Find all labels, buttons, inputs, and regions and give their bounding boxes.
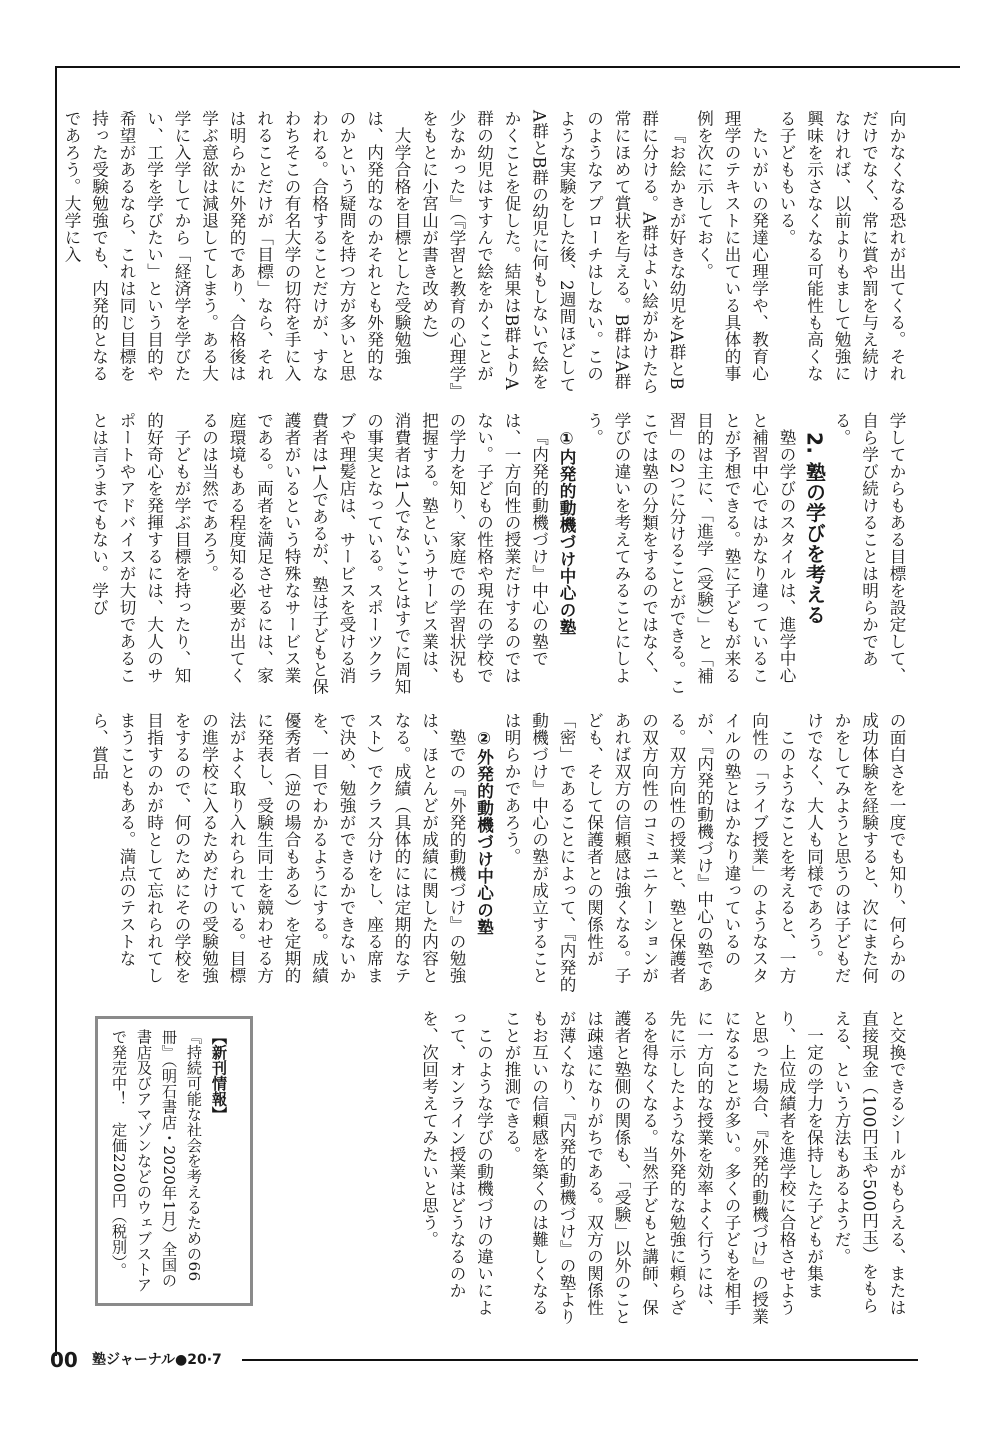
page-footer	[50, 1348, 920, 1372]
subsection-heading: ②外発的動機づけ中心の塾	[474, 728, 494, 935]
frame-top-rule	[55, 66, 960, 68]
text-tier-4	[350, 1010, 910, 1328]
paragraph: 『お絵かきが好きな幼児をA群とB群に分ける。A群はよい絵がかけたら常にほめて賞状を与える。B群はA群のようなアプローチはしない。このような実験をした後、2週間ほどしてA群とB群の幼児に何もしないで絵をかくことを促した。結果はB群よりA群の幼児はすすんで絵をかくことが少なかった』（『学習と教育の心理学』をもとに小宮山が書き改めた）	[419, 110, 686, 395]
paragraph: このようなことを考えると、一方向性の「ライブ授業」のようなスタイルの塾とはかなり違っているのが、『内発的動機づけ』中心の塾である。双方向性の授業と、塾と保護者の双方向性のコミュニケーションがあれば双方の信頼感は強くなる。子ども、そして保護者との関係性が「密」であることによって、『内発的動機づけ』中心の塾が成立することは明らかであろう。	[502, 712, 796, 993]
paragraph: 学してからもある目標を設定して、自ら学び続けることは明らかである。	[832, 412, 906, 684]
paragraph: 『内発的動機づけ』中心の塾では、一方向性の授業だけするのではない。子どもの性格や現在の学校での学力を知り、家庭での学習状況も把握する。塾というサービス業は、消費者は1人でないことはすでに周知の事実となっている。スポーツクラブや理髪店は、サービスを受ける消費者は1人であるが、塾は子どもと保護者がいるという特殊なサービス業である。両者を満足させるには、家庭環境もある程度知る必要が出てくるのは当然であろう。	[199, 412, 549, 695]
section-heading: 2. 塾の学びを考える	[802, 432, 827, 625]
paragraph: 大学合格を目標とした受験勉強は、内発的なのかそれとも外発的なのかという疑問を持つ方が多いと思われる。合格することだけが、すなわちそこの有名大学の切符を手に入れることだけが「目標」なら、それは明らかに外発的であり、合格後は学ぶ意欲は減退してしまう。ある大学に入学してから「経済学を学びたい、工学を学びたい」という目的や希望があるなら、これは同じ目標を持った受験勉強でも、内発的となるであろう。大学に入	[62, 110, 411, 382]
paragraph: 向かなくなる恐れが出てくる。それだけでなく、常に賞や罰を与え続けなければ、以前よりもまして勉強に興味を示さなくなる可能性も高くなる子どももいる。	[777, 110, 906, 382]
paragraph: 一定の学力を保持した子どもが集まり、上位成績者を進学校に合格させようと思った場合、『外発的動機づけ』の授業になることが多い。多くの子どもを相手に一方向的な授業を効率よく行うには、先に示したような外発的な勉強に頼らざるを得なくなる。当然子どもと講師、保護者と塾側の関係も、「受験」以外のことは疎遠になりがちである。双方の関係性が薄くなり、『内発的動機づけ』の塾よりもお互いの信頼感を築くのは難しくなることが推測できる。	[502, 1010, 824, 1325]
paragraph: たいがいの発達心理学や、教育心理学のテキストに出ている具体的事例を次に示しておく。	[694, 110, 769, 382]
text-tier-1	[62, 110, 910, 395]
paragraph: 塾の学びのスタイルは、進学中心と補習中心ではかなり違っていることが予想できる。塾に子どもが来る目的は主に、「進学（受験）」と「補習」の2つに分けることができる。ここでは塾の分類をするのではなく、学びの違いを考えてみることにしよう。	[584, 412, 796, 695]
notice-content	[106, 1029, 231, 1293]
paragraph: 塾での『外発的動機づけ』の勉強は、ほとんどが成績に関した内容となる。成績（具体的には定期的なテスト）でクラス分けをし、座る席まで決め、勉強ができるかできないかを、一目でわかるようにする。成績優秀者（逆の場合もある）を定期的に発表し、受験生同士を競わせる方法がよく取り入れられている。目標の進学校に入るためだけの受験勉強をするので、何のためにその学校を目指すのかが時として忘れられてしまうこともある。満点のテストなら、賞品	[89, 712, 466, 984]
text-tier-2	[90, 412, 910, 697]
paragraph: と交換できるシールがもらえる、または直接現金（100円玉や500円玉）をもらえる、という方法もあるようだ。	[832, 1010, 906, 1316]
page-number: 00	[50, 1348, 78, 1372]
text-tier-3	[90, 712, 910, 997]
new-book-notice-box	[95, 1016, 253, 1306]
paragraph: の面白さを一度でも知り、何らかの成功体験を経験すると、次にまた何かをしてみようと思うのは子どもだけでなく、大人も同様であろう。	[804, 712, 906, 984]
paragraph: このような学びの動機づけの違いによって、オンライン授業はどうなるのかを、次回考えてみたいと思う。	[419, 1010, 494, 1316]
journal-issue: 塾ジャーナル●20·7	[92, 1352, 222, 1368]
paragraph: 子どもが学ぶ目標を持ったり、知的好奇心を発揮するには、大人のサポートやアドバイスが大切であることは言うまでもない。学び	[89, 412, 191, 684]
notice-body: 『持続可能な社会を考えるための66冊』（明石書店・2020年1月）全国の書店及びアマゾンなどのウェブストアで発売中！ 定価2200円（税別）。	[110, 1029, 203, 1293]
subsection-heading: ①内発的動機づけ中心の塾	[557, 428, 576, 635]
notice-title: 【新刊情報】	[210, 1029, 228, 1122]
footer-rule	[242, 1359, 918, 1361]
